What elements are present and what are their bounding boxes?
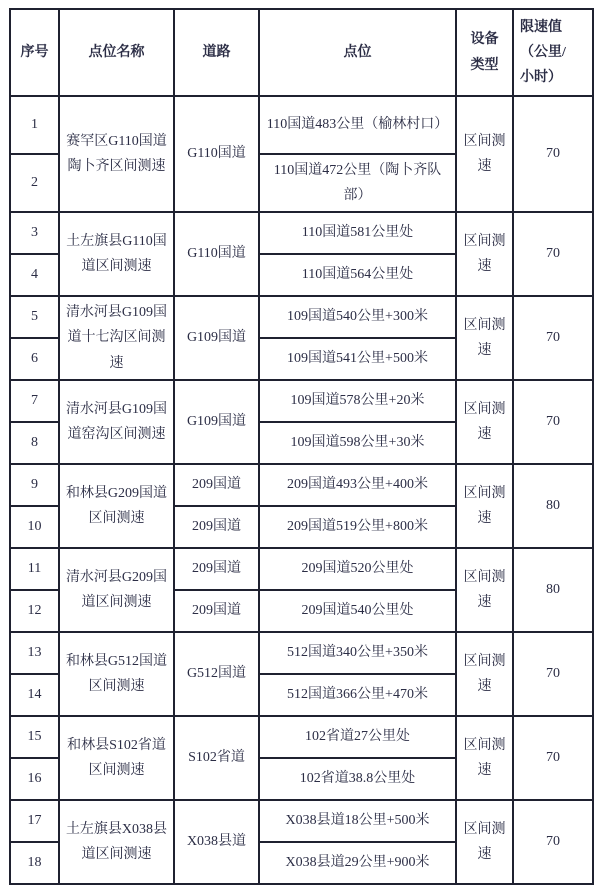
- site-name-cell: 赛罕区G110国道陶卜齐区间测速: [59, 96, 174, 212]
- device-type-cell: 区间测速: [456, 800, 513, 884]
- site-name-cell: 和林县G209国道区间测速: [59, 464, 174, 548]
- table-row: [10, 212, 593, 254]
- seq-cell: 7: [10, 380, 59, 422]
- header-speed-limit: [513, 9, 593, 96]
- seq-cell: 14: [10, 674, 59, 716]
- table-row: [10, 96, 593, 154]
- road-cell: G110国道: [174, 96, 259, 212]
- speed-limit-cell: 70: [513, 632, 593, 716]
- table-row: [10, 716, 593, 758]
- device-type-cell: 区间测速: [456, 632, 513, 716]
- header-device-line: 类型: [470, 57, 499, 73]
- seq-cell: 18: [10, 842, 59, 884]
- speed-camera-table: [9, 8, 594, 885]
- seq-cell: 1: [10, 96, 59, 154]
- road-cell: G109国道: [174, 380, 259, 464]
- table-row: [10, 632, 593, 674]
- location-cell: 209国道540公里处: [259, 590, 456, 632]
- road-cell: G512国道: [174, 632, 259, 716]
- header-device-type: [456, 9, 513, 96]
- header-road: 道路: [174, 9, 259, 96]
- device-type-cell: 区间测速: [456, 548, 513, 632]
- site-name-cell: 清水河县G109国道十七沟区间测速: [59, 296, 174, 380]
- road-cell: 209国道: [174, 590, 259, 632]
- location-cell: 109国道598公里+30米: [259, 422, 456, 464]
- location-cell: 110国道581公里处: [259, 212, 456, 254]
- site-name-cell: 清水河县G209国道区间测速: [59, 548, 174, 632]
- speed-limit-cell: 70: [513, 716, 593, 800]
- location-cell: 102省道38.8公里处: [259, 758, 456, 800]
- speed-limit-cell: 70: [513, 800, 593, 884]
- location-cell: 109国道541公里+500米: [259, 338, 456, 380]
- seq-cell: 6: [10, 338, 59, 380]
- location-cell: 512国道340公里+350米: [259, 632, 456, 674]
- seq-cell: 12: [10, 590, 59, 632]
- seq-cell: 9: [10, 464, 59, 506]
- table-row: [10, 800, 593, 842]
- device-type-cell: 区间测速: [456, 380, 513, 464]
- road-cell: S102省道: [174, 716, 259, 800]
- location-cell: 109国道540公里+300米: [259, 296, 456, 338]
- road-cell: 209国道: [174, 506, 259, 548]
- seq-cell: 5: [10, 296, 59, 338]
- header-limit-line: 小时）: [520, 70, 562, 86]
- device-type-cell: 区间测速: [456, 464, 513, 548]
- site-name-cell: 清水河县G109国道窑沟区间测速: [59, 380, 174, 464]
- location-cell: 110国道472公里（陶卜齐队部）: [259, 154, 456, 212]
- speed-limit-cell: 80: [513, 464, 593, 548]
- road-cell: 209国道: [174, 548, 259, 590]
- device-type-cell: 区间测速: [456, 716, 513, 800]
- device-type-cell: 区间测速: [456, 296, 513, 380]
- road-cell: G109国道: [174, 296, 259, 380]
- table-row: [10, 296, 593, 338]
- location-cell: 512国道366公里+470米: [259, 674, 456, 716]
- location-cell: 209国道519公里+800米: [259, 506, 456, 548]
- seq-cell: 8: [10, 422, 59, 464]
- seq-cell: 10: [10, 506, 59, 548]
- speed-limit-cell: 70: [513, 296, 593, 380]
- seq-cell: 16: [10, 758, 59, 800]
- device-type-cell: 区间测速: [456, 96, 513, 212]
- header-device-line: 设备: [470, 32, 499, 48]
- seq-cell: 3: [10, 212, 59, 254]
- header-seq: 序号: [10, 9, 59, 96]
- speed-limit-cell: 70: [513, 212, 593, 296]
- road-cell: 209国道: [174, 464, 259, 506]
- site-name-cell: 和林县S102省道区间测速: [59, 716, 174, 800]
- table-row: [10, 548, 593, 590]
- site-name-cell: 土左旗县X038县道区间测速: [59, 800, 174, 884]
- seq-cell: 4: [10, 254, 59, 296]
- header-limit-line: 限速值: [520, 19, 562, 35]
- site-name-cell: 土左旗县G110国道区间测速: [59, 212, 174, 296]
- location-cell: 110国道564公里处: [259, 254, 456, 296]
- speed-limit-cell: 80: [513, 548, 593, 632]
- location-cell: 110国道483公里（榆林村口）: [259, 96, 456, 154]
- table-row: [10, 380, 593, 422]
- seq-cell: 11: [10, 548, 59, 590]
- seq-cell: 15: [10, 716, 59, 758]
- seq-cell: 2: [10, 154, 59, 212]
- location-cell: 102省道27公里处: [259, 716, 456, 758]
- location-cell: 209国道493公里+400米: [259, 464, 456, 506]
- header-location: 点位: [259, 9, 456, 96]
- speed-limit-cell: 70: [513, 380, 593, 464]
- header-limit-line: （公里/: [520, 44, 566, 60]
- location-cell: X038县道18公里+500米: [259, 800, 456, 842]
- location-cell: X038县道29公里+900米: [259, 842, 456, 884]
- road-cell: G110国道: [174, 212, 259, 296]
- road-cell: X038县道: [174, 800, 259, 884]
- speed-limit-cell: 70: [513, 96, 593, 212]
- table-row: [10, 464, 593, 506]
- location-cell: 209国道520公里处: [259, 548, 456, 590]
- site-name-cell: 和林县G512国道区间测速: [59, 632, 174, 716]
- header-row: [10, 9, 593, 96]
- device-type-cell: 区间测速: [456, 212, 513, 296]
- seq-cell: 13: [10, 632, 59, 674]
- seq-cell: 17: [10, 800, 59, 842]
- location-cell: 109国道578公里+20米: [259, 380, 456, 422]
- header-site-name: 点位名称: [59, 9, 174, 96]
